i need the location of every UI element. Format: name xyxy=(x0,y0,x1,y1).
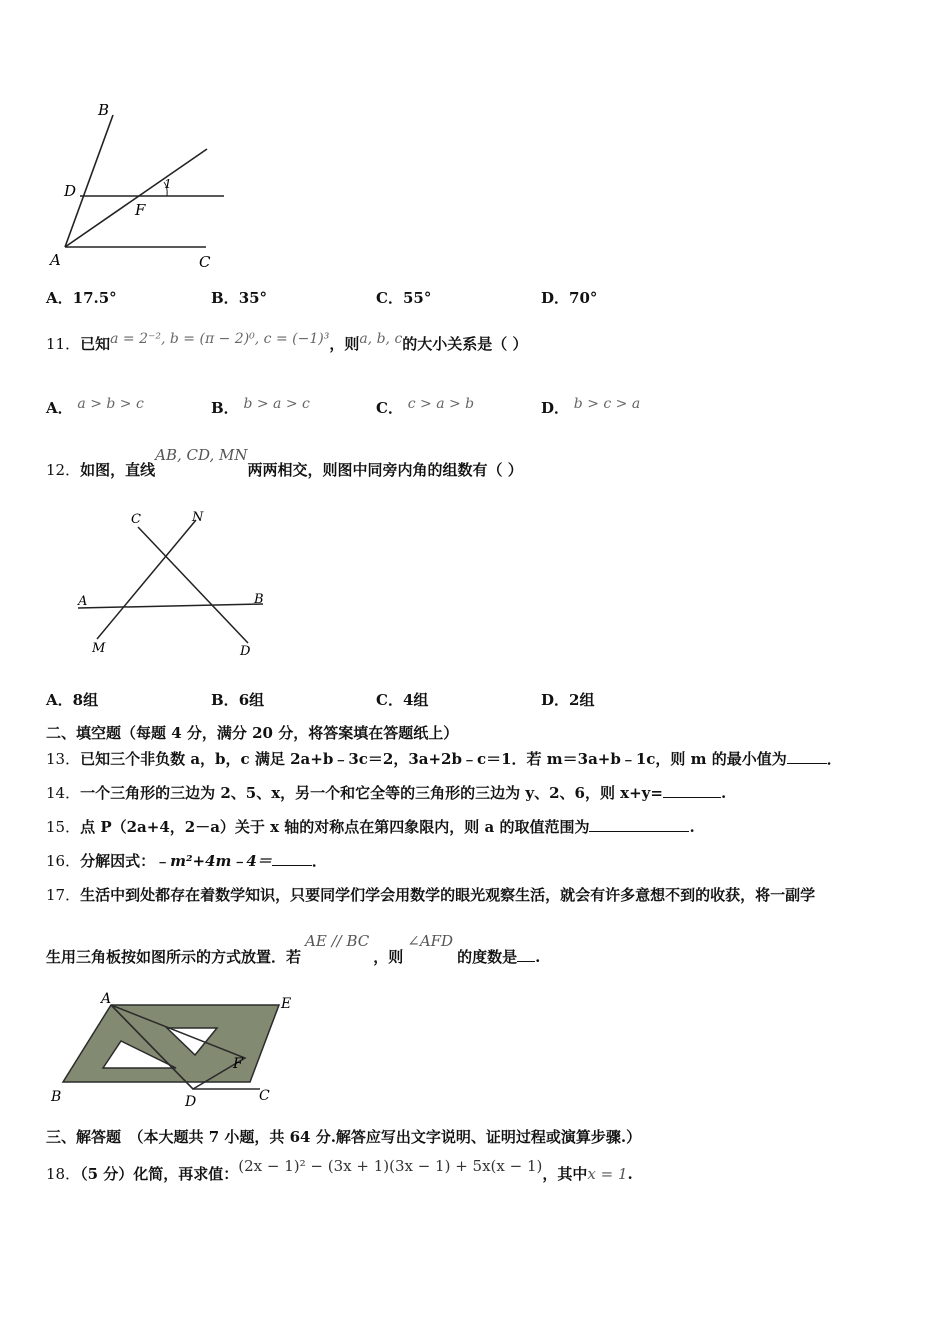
formula: (2x − 1)² − (3x + 1)(3x − 1) + 5x(x − 1) xyxy=(238,1157,543,1175)
formula: a = 2⁻², b = (π − 2)⁰, c = (−1)³ xyxy=(110,331,330,347)
option-d[interactable]: D． b > c > a xyxy=(541,396,641,417)
option-a[interactable]: A． a > b > c xyxy=(46,396,144,417)
label-D: D xyxy=(185,1094,197,1110)
label-1: 1 xyxy=(164,177,172,191)
section-2-title: 二、填空题（每题 4 分，满分 20 分，将答案填在答题纸上） xyxy=(46,724,459,742)
label-D: D xyxy=(64,182,77,200)
option-d[interactable]: D．2组 xyxy=(541,691,595,709)
option-b[interactable]: B．6组 xyxy=(211,691,265,709)
label-F: F xyxy=(233,1056,243,1072)
figure-q12 xyxy=(70,505,280,665)
answer-blank[interactable] xyxy=(589,818,689,832)
label-D: D xyxy=(240,644,251,659)
line-AB xyxy=(78,604,263,608)
label-B: B xyxy=(98,101,110,119)
label-F: F xyxy=(135,201,146,219)
label-N: N xyxy=(192,510,204,525)
question-17-line-1: 17．生活中到处都存在着数学知识，只要同学们学会用数学的眼光观察生活，就会有许多意想不到的收获，将一副学 xyxy=(46,886,816,904)
label-B: B xyxy=(254,592,264,607)
question-17-line-2: 生用三角板按如图所示的方式放置．若AE // BC，则∠AFD的度数是 . xyxy=(46,932,541,966)
question-18: 18．（5 分）化简，再求值：(2x − 1)² − (3x + 1)(3x − 1) + 5x(x − 1)，其中x = 1. xyxy=(46,1157,633,1183)
label-A: A xyxy=(50,251,61,269)
figure-q10 xyxy=(40,95,240,275)
option-b[interactable]: B． b > a > c xyxy=(211,396,310,417)
label-C: C xyxy=(131,512,141,527)
formula: ∠AFD xyxy=(407,932,454,950)
option-a[interactable]: A．8组 xyxy=(46,691,99,709)
option-d[interactable]: D．70° xyxy=(541,289,598,307)
line-AE xyxy=(65,149,207,247)
option-a[interactable]: A．17.5° xyxy=(46,289,117,307)
label-A: A xyxy=(78,594,88,609)
option-c[interactable]: C．55° xyxy=(376,289,432,307)
answer-blank[interactable] xyxy=(787,750,827,764)
line-CD xyxy=(138,527,248,643)
label-A: A xyxy=(101,991,112,1007)
option-c[interactable]: C．4组 xyxy=(376,691,429,709)
label-B: B xyxy=(51,1089,62,1105)
line-MN xyxy=(97,520,196,639)
question-number: 11． xyxy=(46,335,81,353)
formula: AE // BC xyxy=(305,932,370,950)
line-AB xyxy=(65,115,113,247)
question-number: 12． xyxy=(46,461,81,479)
question-13: 13．已知三个非负数 a，b，c 满足 2a+b﹣3c＝2，3a+2b﹣c＝1．若 m＝3a+b﹣1c，则 m 的最小值为 ． xyxy=(46,750,842,768)
question-11: 11．已知a = 2⁻², b = (π − 2)⁰, c = (−1)³，则a, b, c的大小关系是（ ） xyxy=(46,331,528,353)
parallelogram-ABCE xyxy=(63,1005,279,1082)
label-M: M xyxy=(92,641,106,656)
label-E: E xyxy=(281,996,292,1012)
question-12: 12．如图，直线AB, CD, MN两两相交，则图中同旁内角的组数有（ ） xyxy=(46,446,523,479)
option-c[interactable]: C． c > a > b xyxy=(376,396,475,417)
question-14: 14．一个三角形的三边为 2、5、x，另一个和它全等的三角形的三边为 y、2、6，则 x+y= . xyxy=(46,784,727,802)
answer-blank[interactable] xyxy=(517,948,535,962)
figure-q17 xyxy=(45,988,305,1113)
answer-blank[interactable] xyxy=(663,784,721,798)
label-C: C xyxy=(259,1088,270,1104)
option-b[interactable]: B．35° xyxy=(211,289,268,307)
section-3-title: 三、解答题 （本大题共 7 小题，共 64 分.解答应写出文字说明、证明过程或演算步骤.） xyxy=(46,1128,642,1146)
label-C: C xyxy=(199,253,211,271)
question-16: 16．分解因式：﹣m²+4m﹣4＝ ． xyxy=(46,852,327,870)
question-15: 15．点 P（2a+4，2－a）关于 x 轴的对称点在第四象限内，则 a 的取值范围为 . xyxy=(46,818,695,836)
answer-blank[interactable] xyxy=(272,852,312,866)
formula: AB, CD, MN xyxy=(155,446,248,464)
